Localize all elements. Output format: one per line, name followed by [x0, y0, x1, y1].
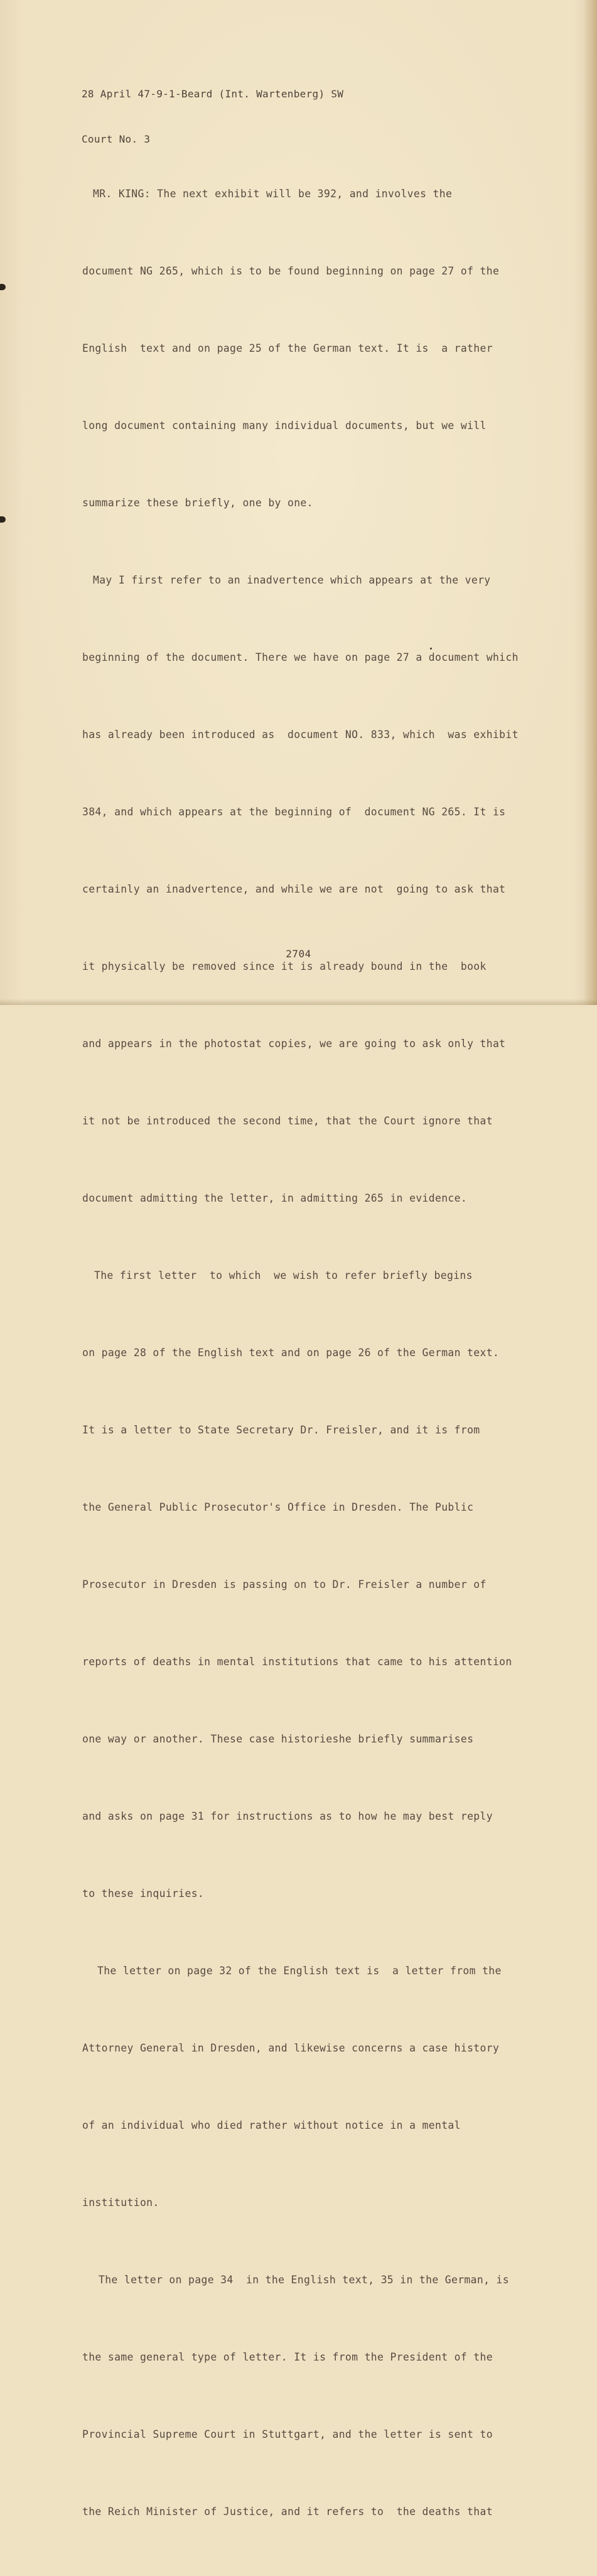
transcript-line: the Reich Minister of Justice, and it refers to the deaths that: [82, 2506, 493, 2518]
transcript-line: the same general type of letter. It is from the President of the: [82, 2351, 493, 2363]
transcript-line: Attorney General in Dresden, and likewise concerns a case history: [82, 2042, 500, 2054]
transcript-line: summarize these briefly, one by one.: [82, 497, 313, 509]
transcript-line: document NG 265, which is to be found beginning on page 27 of the: [82, 265, 500, 277]
transcript-line: 384, and which appears at the beginning of document NG 265. It is: [82, 806, 506, 818]
transcript-line: it physically be removed since it is already bound in the book: [82, 960, 487, 972]
transcript-line: long document containing many individual documents, but we will: [82, 420, 487, 432]
transcript-line: The letter on page 34 in the English text, 35 in the German, is: [99, 2274, 509, 2286]
transcript-line: MR. KING: The next exhibit will be 392, and involves the: [93, 188, 453, 200]
punch-hole-mark: [0, 516, 6, 523]
transcript-line: of an individual who died rather without notice in a mental: [82, 2119, 461, 2131]
header-line-session: 28 April 47-9-1-Beard (Int. Wartenberg) SW: [82, 88, 344, 100]
transcript-line: reports of deaths in mental institutions that came to his attention: [82, 1656, 512, 1668]
transcript-line: it not be introduced the second time, that the Court ignore that: [82, 1115, 493, 1127]
transcript-line: It is a letter to State Secretary Dr. Freisler, and it is from: [82, 1424, 480, 1436]
transcript-line: The letter on page 32 of the English text is a letter from the: [97, 1965, 502, 1977]
page-edge-shadow: [583, 0, 597, 1005]
transcript-line: on page 28 of the English text and on page 26 of the German text.: [82, 1347, 500, 1359]
page-number: 2704: [286, 948, 311, 960]
transcript-line: The first letter to which we wish to refer briefly begins: [94, 1269, 473, 1281]
transcript-line: institution.: [82, 2197, 159, 2209]
transcript-body: [82, 129, 522, 2576]
transcript-line: Provincial Supreme Court in Stuttgart, and the letter is sent to: [82, 2428, 493, 2440]
header-line-court: Court No. 3: [82, 133, 151, 145]
transcript-line: one way or another. These case historieshe briefly summarises: [82, 1733, 474, 1745]
transcript-line: the General Public Prosecutor's Office in Dresden. The Public: [82, 1501, 474, 1513]
transcript-line: and asks on page 31 for instructions as to how he may best reply: [82, 1810, 493, 1822]
punch-hole-mark: [0, 284, 6, 290]
transcript-line: May I first refer to an inadvertence which appears at the very: [93, 574, 491, 586]
transcript-line: certainly an inadvertence, and while we are not going to ask that: [82, 883, 506, 895]
transcript-line: document admitting the letter, in admitting 265 in evidence.: [82, 1192, 468, 1204]
transcript-line: and appears in the photostat copies, we are going to ask only that: [82, 1038, 506, 1050]
transcript-line: has already been introduced as document NO. 833, which was exhibit: [82, 729, 519, 741]
transcript-line: Prosecutor in Dresden is passing on to Dr. Freisler a number of: [82, 1579, 487, 1590]
transcript-line: beginning of the document. There we have on page 27 a document which: [82, 651, 519, 663]
transcript-line: to these inquiries.: [82, 1888, 205, 1899]
transcript-line: English text and on page 25 of the German text. It is a rather: [82, 342, 493, 354]
